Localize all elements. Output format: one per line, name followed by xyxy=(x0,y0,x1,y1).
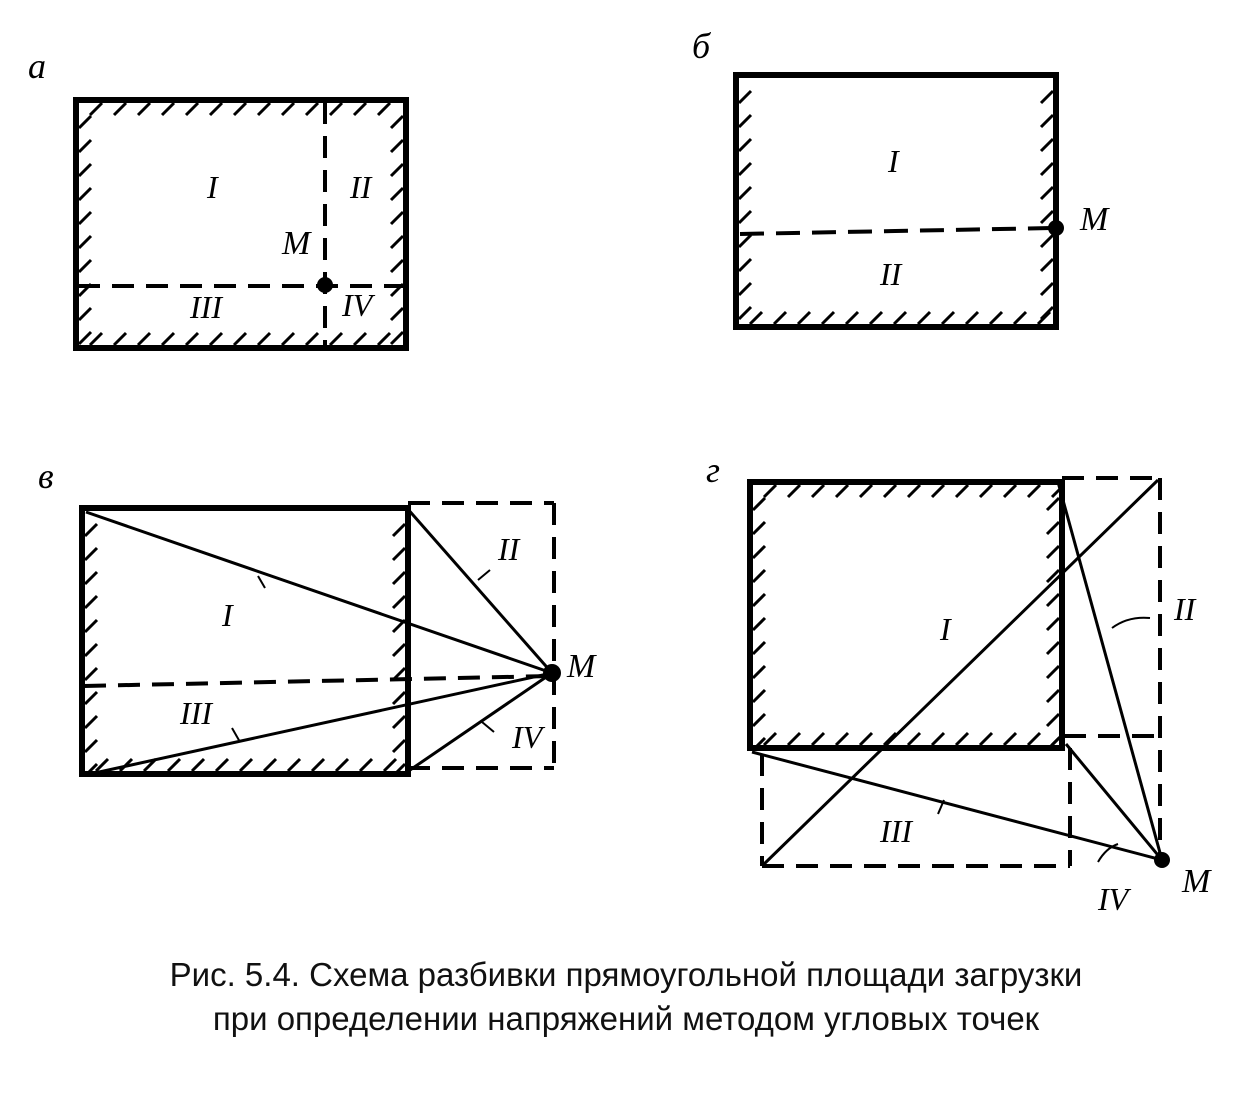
hatch-mark xyxy=(1041,187,1053,199)
hatch-mark xyxy=(391,260,403,272)
hatch-mark xyxy=(258,333,270,345)
hatch-mark xyxy=(264,759,276,771)
hatch-mark xyxy=(753,618,765,630)
hatch-mark xyxy=(393,548,405,560)
hatch-mark xyxy=(79,260,91,272)
hatch-mark xyxy=(1041,235,1053,247)
hatch-mark xyxy=(1047,522,1059,534)
hatch-mark xyxy=(812,733,824,745)
hatch-mark xyxy=(85,572,97,584)
hatch-mark xyxy=(846,312,858,324)
hatch-mark xyxy=(79,212,91,224)
panel-g-zone-2: II xyxy=(1174,591,1196,627)
hatch-mark xyxy=(186,103,198,115)
hatch-mark xyxy=(393,692,405,704)
panel-g-point-m xyxy=(1154,852,1170,868)
panel-a-zone-1: I xyxy=(207,169,218,205)
hatch-mark xyxy=(336,759,348,771)
panel-b-point-label: M xyxy=(1080,201,1109,238)
hatch-mark xyxy=(79,164,91,176)
panel-g xyxy=(706,450,1212,917)
hatch-mark xyxy=(753,714,765,726)
hatch-mark xyxy=(774,312,786,324)
hatch-mark xyxy=(1047,594,1059,606)
hatch-mark xyxy=(391,164,403,176)
hatch-mark xyxy=(932,485,944,497)
hatch-mark xyxy=(1014,312,1026,324)
figure-caption-line-1: Рис. 5.4. Схема разбивки прямоугольной площади загрузки xyxy=(169,956,1083,993)
hatch-mark xyxy=(753,498,765,510)
hatch-mark xyxy=(1004,485,1016,497)
hatch-mark xyxy=(192,759,204,771)
hatch-mark xyxy=(990,312,1002,324)
hatch-mark xyxy=(85,620,97,632)
hatch-mark xyxy=(1028,485,1040,497)
hatch-mark xyxy=(860,733,872,745)
panel-v-rays xyxy=(86,507,552,774)
hatch-mark xyxy=(85,596,97,608)
hatch-mark xyxy=(282,333,294,345)
hatch-mark xyxy=(1047,546,1059,558)
hatch-mark xyxy=(956,733,968,745)
hatch-mark xyxy=(210,103,222,115)
hatch-mark xyxy=(1047,618,1059,630)
hatch-mark xyxy=(1047,666,1059,678)
hatch-mark xyxy=(739,307,751,319)
hatch-mark xyxy=(306,103,318,115)
hatch-mark xyxy=(216,759,228,771)
hatch-mark xyxy=(956,485,968,497)
panel-v-point-m xyxy=(543,664,561,682)
hatch-mark xyxy=(354,333,366,345)
hatch-mark xyxy=(306,333,318,345)
hatch-mark xyxy=(391,140,403,152)
hatch-mark xyxy=(393,524,405,536)
hatch-mark xyxy=(391,308,403,320)
hatch-mark xyxy=(798,312,810,324)
hatch-mark xyxy=(753,690,765,702)
hatch-mark xyxy=(79,236,91,248)
hatch-mark xyxy=(79,140,91,152)
panel-v-zone-1: I xyxy=(222,597,233,633)
hatch-mark xyxy=(240,759,252,771)
hatch-mark xyxy=(836,485,848,497)
panel-a-zone-3: III xyxy=(190,289,222,325)
panel-v-hatching xyxy=(85,524,405,776)
panel-v-letter: в xyxy=(38,456,54,496)
hatch-mark xyxy=(753,642,765,654)
hatch-mark xyxy=(884,485,896,497)
hatch-mark xyxy=(79,308,91,320)
hatch-mark xyxy=(79,332,91,344)
hatch-mark xyxy=(1041,211,1053,223)
hatch-mark xyxy=(1041,163,1053,175)
panel-g-zone-1: I xyxy=(940,611,951,647)
hatch-mark xyxy=(378,333,390,345)
hatch-mark xyxy=(739,283,751,295)
hatch-mark xyxy=(114,333,126,345)
hatch-mark xyxy=(1041,307,1053,319)
hatch-mark xyxy=(980,485,992,497)
hatch-mark xyxy=(393,596,405,608)
panel-v-zone-2: II xyxy=(498,531,520,567)
hatch-mark xyxy=(79,188,91,200)
hatch-mark xyxy=(753,570,765,582)
panel-g-zone-4: IV xyxy=(1098,881,1129,917)
panel-a-zone-2: II xyxy=(350,169,372,205)
hatch-mark xyxy=(739,163,751,175)
panel-b xyxy=(692,26,1110,327)
hatch-mark xyxy=(85,524,97,536)
hatch-mark xyxy=(1047,714,1059,726)
hatch-mark xyxy=(1028,733,1040,745)
panel-v xyxy=(38,456,597,776)
panel-g-zone-3: III xyxy=(880,813,912,849)
hatch-mark xyxy=(739,115,751,127)
hatch-mark xyxy=(918,312,930,324)
hatch-mark xyxy=(932,733,944,745)
hatch-mark xyxy=(894,312,906,324)
hatch-mark xyxy=(753,666,765,678)
panel-v-point-label: M xyxy=(567,648,596,685)
panel-a-point-label: M xyxy=(282,225,311,262)
hatch-mark xyxy=(753,546,765,558)
hatch-mark xyxy=(1047,642,1059,654)
hatch-mark xyxy=(822,312,834,324)
hatch-mark xyxy=(908,733,920,745)
hatch-mark xyxy=(312,759,324,771)
hatch-mark xyxy=(234,103,246,115)
hatch-mark xyxy=(1041,115,1053,127)
hatch-mark xyxy=(384,759,396,771)
hatch-mark xyxy=(764,485,776,497)
hatch-mark xyxy=(138,333,150,345)
hatch-mark xyxy=(360,759,372,771)
hatch-mark xyxy=(739,91,751,103)
hatch-mark xyxy=(90,333,102,345)
panel-v-load-area xyxy=(82,508,408,776)
panel-b-division-line xyxy=(740,228,1054,234)
hatch-mark xyxy=(85,716,97,728)
hatch-mark xyxy=(750,312,762,324)
hatch-mark xyxy=(942,312,954,324)
hatch-mark xyxy=(753,594,765,606)
hatch-mark xyxy=(788,733,800,745)
hatch-mark xyxy=(85,644,97,656)
panel-a-letter: а xyxy=(28,46,46,86)
hatch-mark xyxy=(85,548,97,560)
hatch-mark xyxy=(391,212,403,224)
hatch-mark xyxy=(114,103,126,115)
hatch-mark xyxy=(378,103,390,115)
hatch-mark xyxy=(288,759,300,771)
hatch-mark xyxy=(860,485,872,497)
hatch-mark xyxy=(282,103,294,115)
panel-b-zone-1: I xyxy=(888,143,899,179)
figure-caption-line-2: при определении напряжений методом угловых точек xyxy=(212,1000,1040,1037)
hatch-mark xyxy=(330,103,342,115)
hatch-mark xyxy=(258,103,270,115)
hatch-mark xyxy=(1047,498,1059,510)
hatch-mark xyxy=(966,312,978,324)
hatch-mark xyxy=(739,235,751,247)
hatch-mark xyxy=(168,759,180,771)
hatch-mark xyxy=(85,740,97,752)
hatch-mark xyxy=(85,668,97,680)
hatch-mark xyxy=(739,139,751,151)
hatch-mark xyxy=(234,333,246,345)
hatch-mark xyxy=(908,485,920,497)
hatch-mark xyxy=(354,103,366,115)
panel-b-letter: б xyxy=(692,26,711,66)
hatch-mark xyxy=(1041,283,1053,295)
hatch-mark xyxy=(391,332,403,344)
panel-a-point-m xyxy=(317,277,333,293)
hatch-mark xyxy=(162,103,174,115)
hatch-mark xyxy=(391,236,403,248)
hatch-mark xyxy=(1047,690,1059,702)
panel-v-extension xyxy=(84,503,554,768)
hatch-mark xyxy=(812,485,824,497)
hatch-mark xyxy=(138,103,150,115)
panel-b-zone-2: II xyxy=(880,256,902,292)
hatch-mark xyxy=(393,644,405,656)
hatch-mark xyxy=(79,116,91,128)
hatch-mark xyxy=(739,259,751,271)
hatch-mark xyxy=(870,312,882,324)
panel-a-zone-4: IV xyxy=(342,287,373,323)
hatch-mark xyxy=(393,572,405,584)
hatch-mark xyxy=(391,188,403,200)
hatch-mark xyxy=(1041,139,1053,151)
hatch-mark xyxy=(85,692,97,704)
hatch-mark xyxy=(210,333,222,345)
hatch-mark xyxy=(162,333,174,345)
hatch-mark xyxy=(836,733,848,745)
hatch-mark xyxy=(393,716,405,728)
panel-g-letter: г xyxy=(706,450,721,490)
hatch-mark xyxy=(1004,733,1016,745)
hatch-mark xyxy=(330,333,342,345)
hatch-mark xyxy=(980,733,992,745)
hatch-mark xyxy=(1041,91,1053,103)
panel-g-rays xyxy=(752,480,1162,866)
hatch-mark xyxy=(90,103,102,115)
panel-v-zone-3: III xyxy=(180,695,212,731)
hatch-mark xyxy=(739,211,751,223)
hatch-mark xyxy=(739,187,751,199)
hatch-mark xyxy=(788,485,800,497)
hatch-mark xyxy=(1041,259,1053,271)
hatch-mark xyxy=(753,522,765,534)
hatch-mark xyxy=(393,740,405,752)
panel-v-zone-4: IV xyxy=(512,719,543,755)
hatch-mark xyxy=(391,116,403,128)
panel-g-point-label: M xyxy=(1182,863,1211,900)
hatch-mark xyxy=(186,333,198,345)
panel-a xyxy=(28,46,406,348)
panel-b-point-m xyxy=(1048,220,1064,236)
